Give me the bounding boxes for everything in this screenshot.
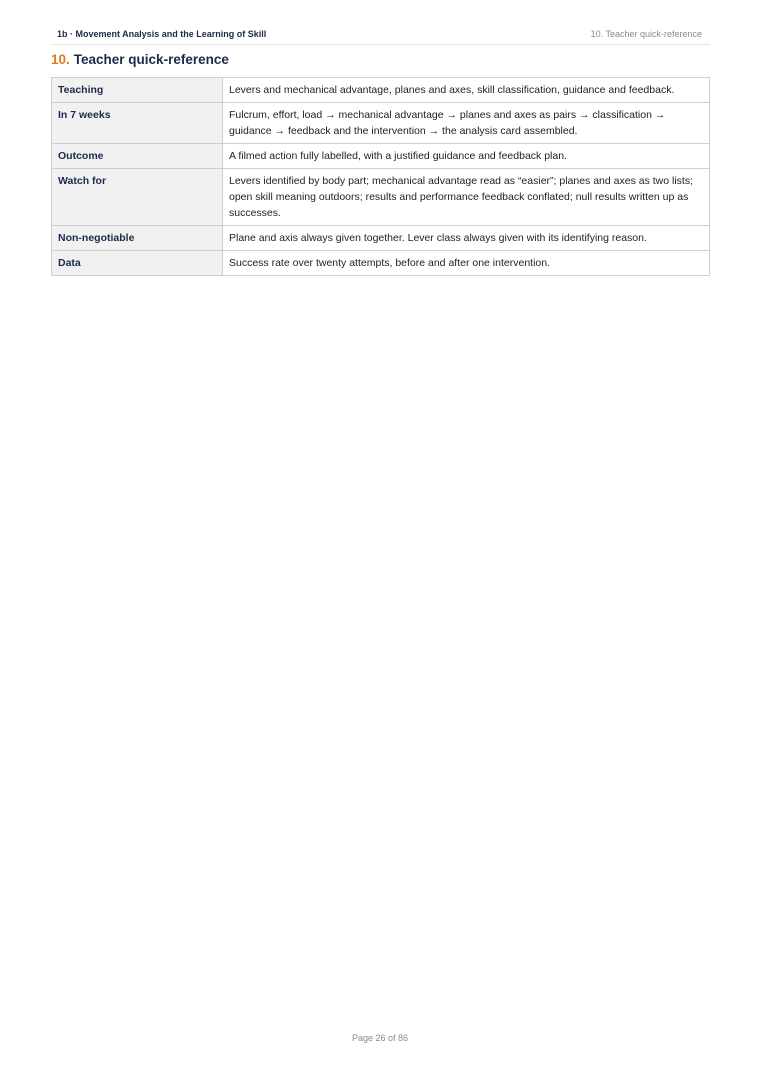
row-value: A filmed action fully labelled, with a justified guidance and feedback plan. <box>223 144 710 169</box>
row-label: Watch for <box>52 169 223 226</box>
table-row <box>52 169 710 226</box>
running-header <box>51 28 710 45</box>
section-running-title: 10. Teacher quick-reference <box>590 29 702 39</box>
row-label: Outcome <box>52 144 223 169</box>
table-row <box>52 226 710 251</box>
table-row <box>52 144 710 169</box>
table-row <box>52 78 710 103</box>
row-value: Levers and mechanical advantage, planes and axes, skill classification, guidance and feedback. <box>223 78 710 103</box>
row-label: Teaching <box>52 78 223 103</box>
page-number: Page 26 of 86 <box>351 1033 409 1043</box>
row-value: Levers identified by body part; mechanical advantage read as “easier”; planes and axes as two lists; open skill meaning outdoors; results and performance feedback conflated; null results written up as successes. <box>223 169 710 226</box>
section-title: Teacher quick-reference <box>73 52 229 67</box>
row-value: Success rate over twenty attempts, before and after one intervention. <box>223 251 710 276</box>
course-title: 1b · Movement Analysis and the Learning of Skill <box>57 29 267 39</box>
row-label: Data <box>52 251 223 276</box>
section-heading <box>51 52 229 67</box>
table-row <box>52 103 710 144</box>
row-value: Fulcrum, effort, load → mechanical advantage → planes and axes as pairs → classification → guidance → feedback and the intervention → the analysis card assembled. <box>223 103 710 144</box>
row-value: Plane and axis always given together. Lever class always given with its identifying reason. <box>223 226 710 251</box>
row-label: Non-negotiable <box>52 226 223 251</box>
row-label: In 7 weeks <box>52 103 223 144</box>
quick-reference-table <box>51 77 710 276</box>
section-number: 10. <box>51 52 70 67</box>
table-row <box>52 251 710 276</box>
